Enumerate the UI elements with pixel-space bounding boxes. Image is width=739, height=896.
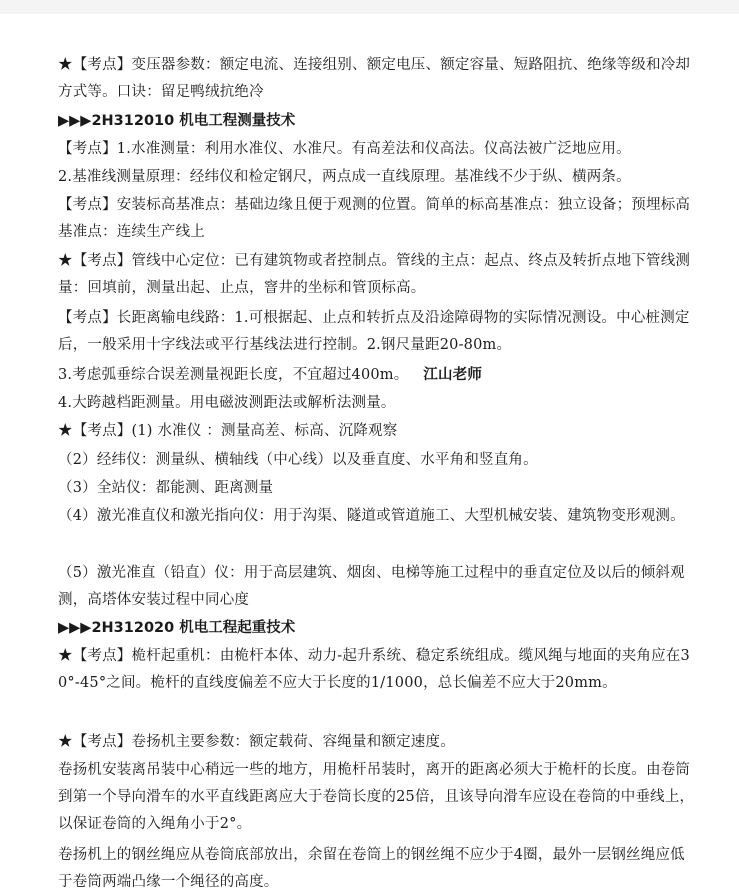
paragraph-level-instrument: ★【考点】(1) 水准仪 ：测量高差、标高、沉降观察 — [58, 423, 398, 439]
paragraph-laser-plumb: （5）激光准直（铅直）仪：用于高层建筑、烟囱、电梯等施工过程中的垂直定位及以后的倾斜观测，高塔体安装过程中同心度 — [58, 565, 685, 608]
paragraph-winch-installation: 卷扬机安装离吊装中心稍远一些的地方，用桅杆吊装时，离开的距离必须大于桅杆的长度。由卷筒到第一个导向滑车的水平直线距离应大于卷筒长度的25倍，且该导向滑车应设在卷筒的中垂线上，以保证卷筒的入绳角小于2°。 — [58, 762, 695, 832]
paragraph-mast-crane: ★【考点】桅杆起重机：由桅杆本体、动力-起升系统、稳定系统组成。缆风绳与地面的夹角应在30°-45°之间。桅杆的直线度偏差不应大于长度的1/1000，总长偏差不应大于20mm。 — [58, 648, 690, 691]
paragraph-wire-rope: 卷扬机上的钢丝绳应从卷筒底部放出，余留在卷筒上的钢丝绳不应少于4圈，最外一层钢丝绳应低于卷筒两端凸缘一个绳径的高度。 — [58, 847, 685, 890]
section-heading-measurement: ▶▶▶2H312010 机电工程测量技术 — [58, 113, 296, 129]
paragraph-baseline: 2.基准线测量原理：经纬仪和检定钢尺，两点成一直线原理。基准线不少于纵、横两条。 — [58, 169, 631, 185]
paragraph-transformer-params: ★【考点】变压器参数：额定电流、连接组别、额定电压、额定容量、短路阻抗、绝缘等级和冷却方式等。口诀：留足鸭绒抗绝冷 — [58, 57, 691, 100]
paragraph-theodolite: （2）经纬仪：测量纵、横轴线（中心线）以及垂直度、水平角和竖直角。 — [58, 452, 538, 468]
paragraph-winch-params: ★【考点】卷扬机主要参数：额定载荷、容绳量和额定速度。 — [58, 734, 455, 750]
paragraph-sag-distance — [58, 362, 698, 389]
paragraph-pipeline-center: ★【考点】管线中心定位：已有建筑物或者控制点。管线的主点：起点、终点及转折点地下管线测量：回填前，测量出起、止点，窨井的坐标和管顶标高。 — [58, 253, 691, 296]
section-heading-lifting: ▶▶▶2H312020 机电工程起重技术 — [58, 620, 296, 636]
paragraph-elevation-benchmark: 【考点】安装标高基准点：基础边缘且便于观测的位置。简单的标高基准点：独立设备；预埋标高基准点：连续生产线上 — [58, 197, 691, 240]
author-note: 江山老师 — [423, 367, 483, 383]
paragraph-power-line: 【考点】长距离输电线路：1.可根据起、止点和转折点及沿途障碍物的实际情况测设。中心桩测定后，一般采用十字线法或平行基线法进行控制。2.钢尺量距20-80m。 — [58, 310, 690, 353]
paragraph-leveling: 【考点】1.水准测量：利用水准仪、水准尺。有高差法和仪高法。仪高法被广泛地应用。 — [58, 141, 631, 157]
paragraph-large-span: 4.大跨越档距测量。用电磁波测距法或解析法测量。 — [58, 395, 396, 411]
paragraph-total-station: （3）全站仪：都能测、距离测量 — [58, 480, 274, 496]
sag-text: 3.考虑弧垂综合误差测量视距长度，不宜超过400m。 — [58, 367, 409, 383]
paragraph-laser-alignment: （4）激光准直仪和激光指向仪：用于沟渠、隧道或管道施工、大型机械安装、建筑物变形观测。 — [58, 508, 685, 524]
